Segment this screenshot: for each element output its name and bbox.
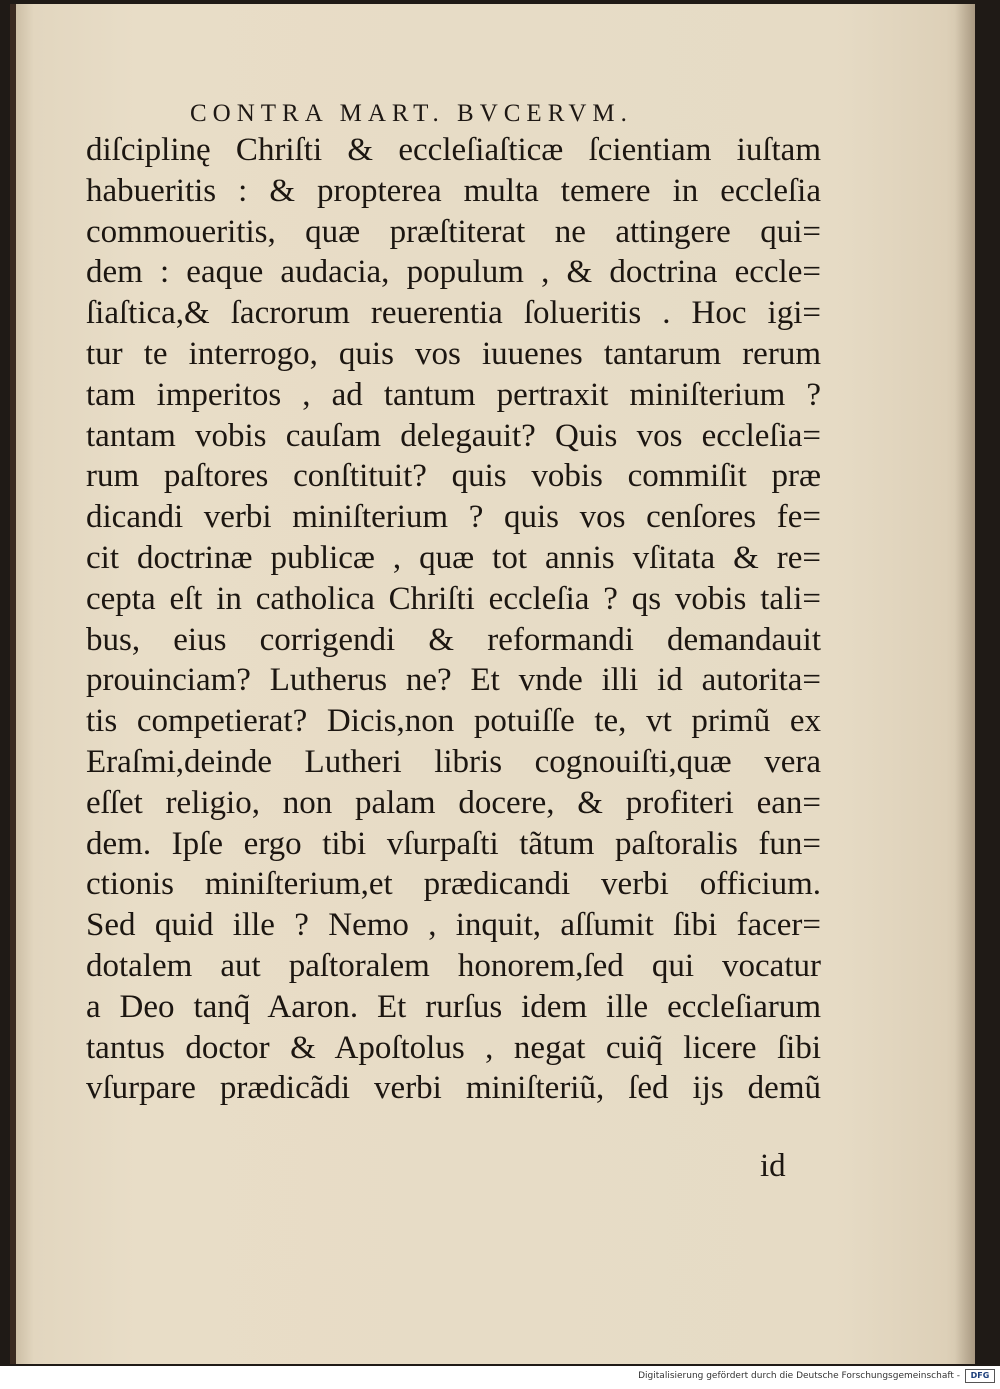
text-line: tis competierat? Dicis,non potuiſſe te, vt primũ ex xyxy=(86,703,821,740)
text-line: vſurpare prædicãdi verbi miniſteriũ, ſed ijs demũ xyxy=(86,1070,821,1107)
text-line: tam imperitos , ad tantum pertraxit miniſterium ? xyxy=(86,376,821,413)
text-line: Sed quid ille ? Nemo , inquit, aſſumit ſibi facer= xyxy=(86,907,821,944)
text-line: tantam vobis cauſam delegauit? Quis vos eccleſia= xyxy=(86,417,821,454)
text-line: rum paſtores conſtituit? quis vobis commiſit præ xyxy=(86,458,821,495)
text-line: diſciplinę Chriſti & eccleſiaſticæ ſcientiam iuſtam xyxy=(86,132,821,168)
running-head: CONTRA MART. BVCERVM. xyxy=(190,100,633,127)
text-line: prouinciam? Lutherus ne? Et vnde illi id autorita= xyxy=(86,662,821,699)
text-line: eſſet religio, non palam docere, & profiteri ean= xyxy=(86,784,821,821)
text-line: tur te interrogo, quis vos iuuenes tantarum rerum xyxy=(86,335,821,372)
text-line: ſiaſtica,& ſacrorum reuerentia ſolueritis . Hoc igi= xyxy=(86,295,821,332)
text-line: cit doctrinæ publicæ , quæ tot annis vſitata & re= xyxy=(86,539,821,576)
text-line: bus, eius corrigendi & reformandi demandauit xyxy=(86,621,821,658)
text-line: a Deo tanq̃ Aaron. Et rurſus idem ille eccleſiarum xyxy=(86,988,821,1025)
text-line: tantus doctor & Apoſtolus , negat cuiq̃ licere ſibi xyxy=(86,1029,821,1066)
catchword: id xyxy=(760,1148,786,1184)
text-line: dem. Ipſe ergo tibi vſurpaſti tãtum paſtoralis fun= xyxy=(86,825,821,862)
text-line: dicandi verbi miniſterium ? quis vos cenſores fe= xyxy=(86,499,821,536)
dfg-logo: DFG xyxy=(965,1369,995,1383)
text-line: dem : eaque audacia, populum , & doctrina eccle= xyxy=(86,254,821,291)
funding-notice: Digitalisierung gefördert durch die Deutsche Forschungsgemeinschaft - xyxy=(638,1371,960,1381)
page-shadow-edge xyxy=(955,4,975,1364)
text-line: commoueritis, quæ præſtiterat ne attingere qui= xyxy=(86,213,821,250)
text-line: Eraſmi,deinde Lutheri libris cognouiſti,quæ vera xyxy=(86,743,821,780)
text-line: ctionis miniſterium,et prædicandi verbi officium. xyxy=(86,866,821,903)
text-line: cepta eſt in catholica Chriſti eccleſia ? qs vobis tali= xyxy=(86,580,821,617)
body-text xyxy=(86,130,821,1109)
text-line: dotalem aut paſtoralem honorem,ſed qui vocatur xyxy=(86,947,821,984)
text-line: habueritis : & propterea multa temere in eccleſia xyxy=(86,172,821,209)
